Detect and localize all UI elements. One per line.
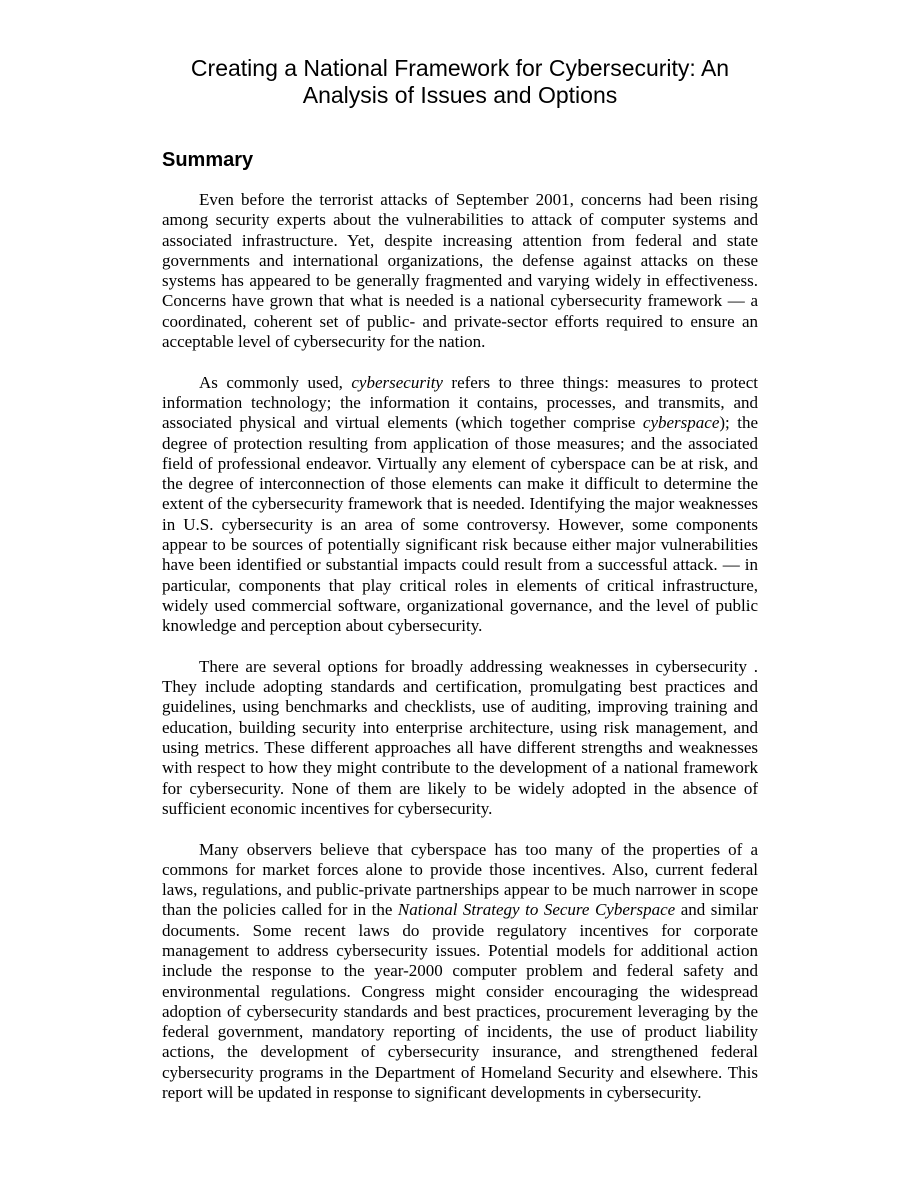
paragraph-2-text-c: ); the degree of protection resulting from application of those measures; and the associated field of professional endeavor. Virtually any element of cyberspace can be at risk, and the degree of interconnection of those elements can make it difficult to determine the extent of the cybersecurity framework that is needed. Identifying the major weaknesses in U.S. cybersecurity is an area of some controversy. However, some components appear to be sources of potentially significant risk because either major vulnerabilities have been identified or substantial impacts could result from a successful attack. — in particular, components that play critical roles in elements of critical infrastructure, widely used commercial software, organizational governance, and the level of public knowledge and perception about cybersecurity. [162,413,759,636]
paragraph-2-text-a: As commonly used, [199,372,352,392]
document-title: Creating a National Framework for Cybersecurity: An Analysis of Issues and Options [190,55,730,108]
summary-paragraph-4 [162,840,758,1104]
summary-paragraph-2 [162,373,758,637]
document-page [162,55,758,1103]
paragraph-4-text-a: Many observers believe that cyberspace has too many of the properties of a commons for market forces alone to provide those incentives. Also, current federal laws, regulations, and public-private partnerships appear to be much narrower in scope than the policies called for in the [162,839,758,920]
term-cybersecurity: cybersecurity [351,372,443,392]
paragraph-2-text-b: refers to three things: measures to protect information technology; the information it contains, processes, and transmits, and associated physical and virtual elements (which together comprise [162,372,758,433]
paragraph-3-text: There are several options for broadly addressing weaknesses in cybersecurity . They include adopting standards and certification, promulgating best practices and guidelines, using benchmarks and checklists, use of auditing, improving training and education, building security into enterprise architecture, using risk management, and using metrics. These different approaches all have different strengths and weaknesses with respect to how they might contribute to the development of a national framework for cybersecurity. None of them are likely to be widely adopted in the absence of sufficient economic incentives for cybersecurity. [162,656,758,818]
paragraph-1-text: Even before the terrorist attacks of September 2001, concerns had been rising among security experts about the vulnerabilities to attack of computer systems and associated infrastructure. Yet, despite increasing attention from federal and state governments and international organizations, the defense against attacks on these systems has appeared to be generally fragmented and varying widely in effectiveness. Concerns have grown that what is needed is a national cybersecurity framework — a coordinated, coherent set of public- and private-sector efforts required to ensure an acceptable level of cybersecurity for the nation. [162,190,758,352]
section-heading-summary: Summary [162,149,254,171]
summary-paragraph-3 [162,657,758,819]
national-strategy-title: National Strategy to Secure Cyberspace [397,900,676,920]
paragraph-4-text-b: and similar documents. Some recent laws do provide regulatory incentives for corporate management to address cybersecurity issues. Potential models for additional action include the response to the year-2000 computer problem and federal safety and environmental regulations. Congress might consider encouraging the widespread adoption of cybersecurity standards and best practices, procurement leveraging by the federal government, mandatory reporting of incidents, the use of product liability actions, the development of cybersecurity insurance, and strengthened federal cybersecurity programs in the Department of Homeland Security and elsewhere. This report will be updated in response to significant developments in cybersecurity. [162,900,759,1103]
summary-paragraph-1 [162,190,758,352]
term-cyberspace: cyberspace [642,413,720,433]
